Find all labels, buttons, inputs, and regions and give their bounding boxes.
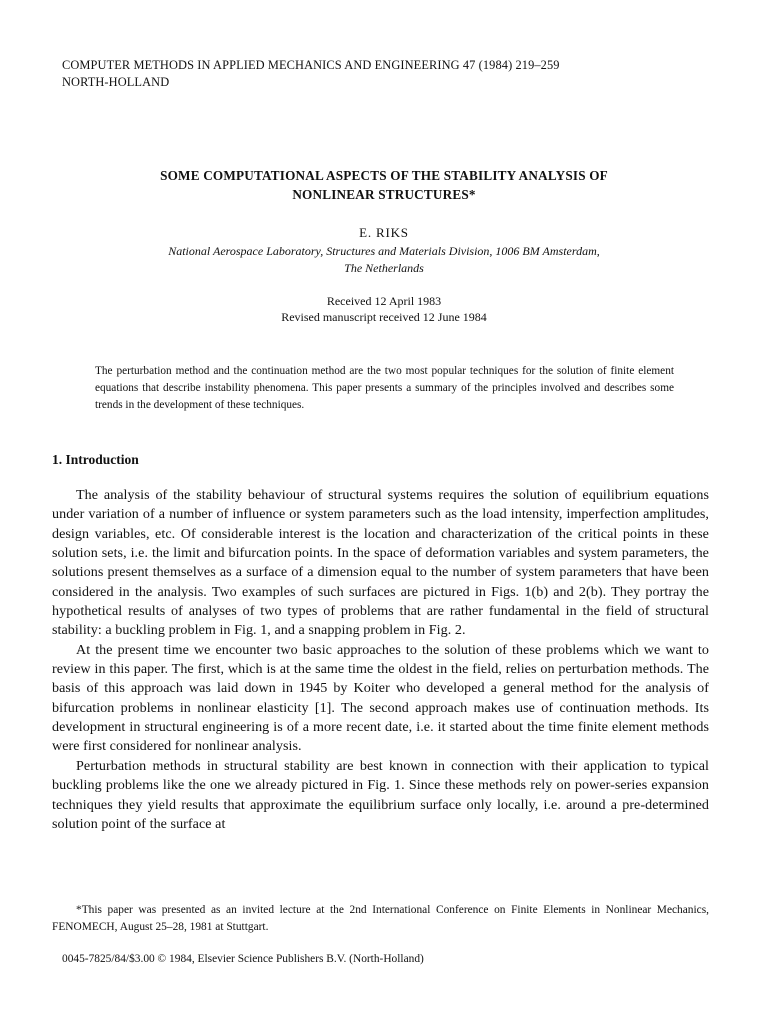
paragraph: The analysis of the stability behaviour of structural systems requires the solution of equilibrium equations under variation of a number of influence or system parameters such as the load intensity, imperfection amplitudes, design variables, etc. Of considerable interest is the location and characterization of the critical points in these solution sets, i.e. the limit and bifurcation points. In the space of deformation variables and system parameters, the solutions present themselves as a surface of a dimension equal to the number of system parameters that have been considered in the analysis. Two examples of such surfaces are pictured in Figs. 1(b) and 2(b). They portray the hypothetical results of analyses of two types of problems that are rather fundamental in the field of structural stability: a buckling problem in Fig. 1, and a snapping problem in Fig. 2.: [52, 487, 709, 639]
revised-date: Revised manuscript received 12 June 1984: [281, 310, 487, 324]
affiliation: [0, 243, 768, 277]
journal-citation: COMPUTER METHODS IN APPLIED MECHANICS AND ENGINEERING 47 (1984) 219–259: [62, 58, 560, 72]
journal-header: [62, 57, 560, 91]
title-line-2: NONLINEAR STRUCTURES*: [292, 187, 476, 202]
received-date: Received 12 April 1983: [326, 294, 442, 308]
paragraph: At the present time we encounter two basic approaches to the solution of these problems which we want to review in this paper. The first, which is at the same time the oldest in the field, relies on perturbation methods. The basis of this approach was laid down in 1945 by Koiter who developed a general method for the analysis of bifurcation problems in nonlinear elasticity [1]. The second approach makes use of continuation methods. Its development in structural engineering is of a more recent date, i.e. it started about the time finite element methods were first considered for nonlinear analysis.: [52, 641, 709, 755]
abstract: The perturbation method and the continuation method are the two most popular techniques for the solution of finite element equations that describe instability phenomena. This paper presents a summary of the principles involved and describes some trends in the development of these techniques.: [95, 365, 674, 411]
affiliation-line-1: National Aerospace Laboratory, Structures and Materials Division, 1006 BM Amsterdam,: [168, 244, 600, 258]
footnote-text: *This paper was presented as an invited lecture at the 2nd International Conference on Finite Elements in Nonlinear Mechanics, FENOMECH, August 25–28, 1981 at Stuttgart.: [52, 904, 709, 933]
body-text: [52, 486, 709, 834]
copyright-line: 0045-7825/84/$3.00 © 1984, Elsevier Science Publishers B.V. (North-Holland): [62, 953, 424, 965]
title-line-1: SOME COMPUTATIONAL ASPECTS OF THE STABILITY ANALYSIS OF: [160, 168, 608, 183]
footnote: [52, 902, 709, 936]
paper-title: [0, 166, 768, 204]
affiliation-line-2: The Netherlands: [344, 261, 424, 275]
section-heading: 1. Introduction: [52, 452, 139, 467]
publisher: NORTH-HOLLAND: [62, 75, 170, 89]
author-name: E. RIKS: [359, 225, 409, 240]
manuscript-dates: [0, 293, 768, 325]
paragraph: Perturbation methods in structural stability are best known in connection with their application to typical buckling problems like the one we already pictured in Fig. 1. Since these methods rely on power-series expansion techniques they yield results that approximate the equilibrium surface only locally, i.e. around a pre-determined solution point of the surface at: [52, 757, 709, 832]
